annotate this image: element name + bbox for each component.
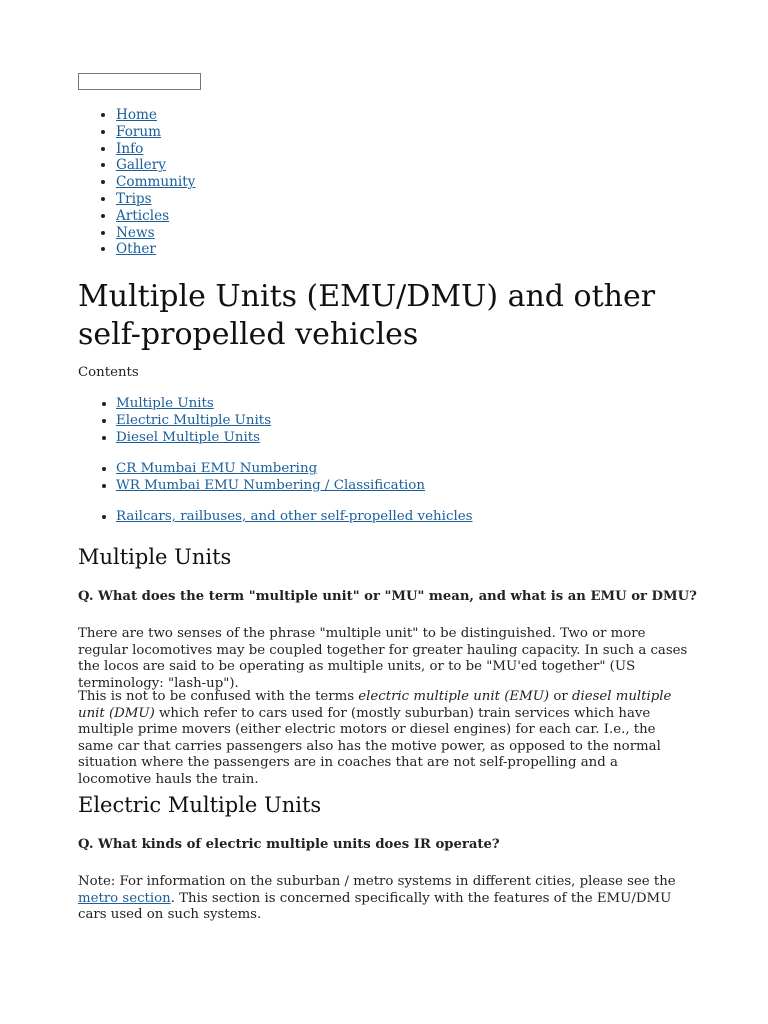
nav-item-articles <box>116 208 195 225</box>
toc-item <box>116 413 271 430</box>
page-title: Multiple Units (EMU/DMU) and other self-propelled vehicles <box>78 279 656 352</box>
toc-group-3 <box>78 509 473 526</box>
nav-item-forum <box>116 124 195 141</box>
question-emu: Q. What kinds of electric multiple units does IR operate? <box>78 837 500 852</box>
nav-link-info[interactable]: Info <box>116 140 144 157</box>
emphasis-dmu: diesel multiple unit (DMU) <box>78 689 672 721</box>
toc-link-multiple-units[interactable]: Multiple Units <box>116 396 214 411</box>
text-span: . This section is concerned specifically with the features of the EMU/DMU cars used on such systems. <box>78 890 672 922</box>
toc-group-1 <box>78 396 271 446</box>
toc-item <box>116 430 271 447</box>
text-span: which refer to cars used for (mostly suburban) train services which have multiple prime movers (either electric motors or diesel engines) for each car. I.e., the same car that carries passengers also has the motive power, as opposed to the normal situation where the passengers are in coaches that are not self-propelling and a locomotive hauls the train. <box>78 705 661 787</box>
text-span: Note: For information on the suburban / metro systems in different cities, please see the <box>78 874 676 889</box>
nav-item-community <box>116 174 195 191</box>
nav-item-gallery <box>116 157 195 174</box>
metro-section-link[interactable]: metro section <box>78 890 171 906</box>
nav-link-articles[interactable]: Articles <box>116 207 170 224</box>
emphasis-emu: electric multiple unit (EMU) <box>358 689 550 704</box>
search-input[interactable] <box>78 73 201 90</box>
toc-item <box>116 478 425 495</box>
text-span: or <box>549 689 572 704</box>
paragraph-emu-note <box>78 874 692 924</box>
nav-link-news[interactable]: News <box>116 224 155 241</box>
nav-link-forum[interactable]: Forum <box>116 123 162 140</box>
text-span: This is not to be confused with the terms <box>78 689 359 704</box>
paragraph-mu-1: There are two senses of the phrase "multiple unit" to be distinguished. Two or more regular locomotives may be coupled together for greater hauling capacity. In such a cases the locos are said to be operating as multiple units, or to be "MU'ed together" (US terminology: "lash-up"). <box>78 626 688 691</box>
main-nav <box>78 107 195 258</box>
nav-link-gallery[interactable]: Gallery <box>116 157 166 174</box>
nav-item-info <box>116 141 195 158</box>
toc-link-wr-mumbai[interactable]: WR Mumbai EMU Numbering / Classification <box>116 477 425 493</box>
toc-link-electric-multiple-units[interactable]: Electric Multiple Units <box>116 412 272 428</box>
toc-link-railcars[interactable]: Railcars, railbuses, and other self-propelled vehicles <box>116 509 473 524</box>
nav-link-other[interactable]: Other <box>116 241 156 258</box>
nav-item-news <box>116 225 195 242</box>
section-heading-multiple-units: Multiple Units <box>78 545 232 569</box>
toc-item <box>116 509 473 526</box>
contents-label: Contents <box>78 365 139 380</box>
toc-link-diesel-multiple-units[interactable]: Diesel Multiple Units <box>116 429 261 445</box>
nav-link-home[interactable]: Home <box>116 107 157 123</box>
toc-item <box>116 396 271 413</box>
toc-item <box>116 461 425 478</box>
question-mu: Q. What does the term "multiple unit" or "MU" mean, and what is an EMU or DMU? <box>78 589 697 604</box>
section-heading-emu: Electric Multiple Units <box>78 793 322 817</box>
nav-item-home <box>116 107 195 124</box>
nav-item-other <box>116 241 195 258</box>
toc-link-cr-mumbai[interactable]: CR Mumbai EMU Numbering <box>116 461 318 476</box>
nav-link-community[interactable]: Community <box>116 174 196 191</box>
nav-link-trips[interactable]: Trips <box>116 190 152 207</box>
toc-group-2 <box>78 461 425 495</box>
nav-item-trips <box>116 191 195 208</box>
paragraph-mu-2 <box>78 689 692 788</box>
